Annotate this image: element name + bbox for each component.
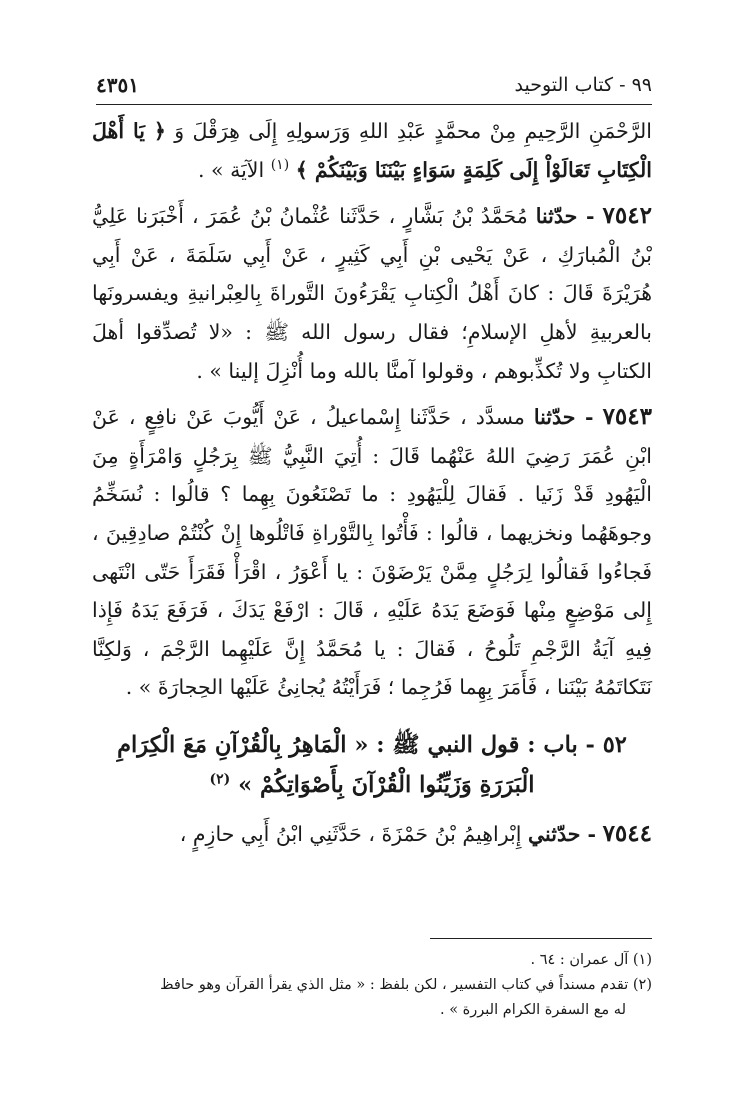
hadith-number: ٧٥٤٣ bbox=[602, 403, 652, 431]
hadith-text: مسدَّد ، حَدَّثَنا إِسْماعيلُ ، عَنْ أَيُّوبَ عَنْ نافِعٍ ، عَنْ ابْنِ عُمَرَ رَضِيَ اللهُ عَنْهُما قَالَ : أُتِيَ النَّبِيُّ ﷺ بِرَجُلٍ وَامْرَأَةٍ مِنَ الْيَهُودِ قَدْ زَنَيا . فَقالَ لِلْيَهُودِ : ما تَصْنَعُونَ بِهِما ؟ قالُوا : نُسَخِّمُ وجوهَهُما ونخزيهما ، قالُوا : فَأْتُوا بِالتَّوْراةِ فَاتْلُوها إِنْ كُنْتُمْ صادِقِينَ ، فَجاءُوا فَقالُوا لِرَجُلٍ مِمَّنْ يَرْضَوْنَ : يا أَعْوَرُ ، اقْرَأْ فَقَرَأَ حَتّى انْتَهى إِلى مَوْضِعٍ مِنْها فَوَضَعَ يَدَهُ عَلَيْهِ ، قَالَ : ارْفَعْ يَدَكَ ، فَرَفَعَ يَدَهُ فَإِذا فِيهِ آيَةُ الرَّجْمِ تَلُوحُ ، فَقالَ : يا مُحَمَّدُ إِنَّ عَلَيْهِما الرَّجْمَ ، وَلكِنَّا نَتَكاتَمُهُ بَيْنَنا ، فَأَمَرَ بِهِما فَرُجِما ؛ فَرَأَيْتُهُ يُجانِئُ عَلَيْها الحِجارَةَ » . bbox=[92, 405, 652, 700]
hadith-lead: حدّثني bbox=[527, 821, 581, 846]
hadith-7543: ٧٥٤٣ - حدّثنا مسدَّد ، حَدَّثَنا إِسْماعيلُ ، عَنْ أَيُّوبَ عَنْ نافِعٍ ، عَنْ ابْنِ عُمَرَ رَضِيَ اللهُ عَنْهُما قَالَ : أُتِيَ النَّبِيُّ ﷺ بِرَجُلٍ وَامْرَأَةٍ مِنَ الْيَهُودِ قَدْ زَنَيا . فَقالَ لِلْيَهُودِ : ما تَصْنَعُونَ بِهِما ؟ قالُوا : نُسَخِّمُ وجوهَهُما ونخزيهما ، قالُوا : فَأْتُوا بِالتَّوْراةِ فَاتْلُوها إِنْ كُنْتُمْ صادِقِينَ ، فَجاءُوا فَقالُوا لِرَجُلٍ مِمَّنْ يَرْضَوْنَ : يا أَعْوَرُ ، اقْرَأْ فَقَرَأَ حَتّى انْتَهى إِلى مَوْضِعٍ مِنْها فَوَضَعَ يَدَهُ عَلَيْهِ ، قَالَ : ارْفَعْ يَدَكَ ، فَرَفَعَ يَدَهُ فَإِذا فِيهِ آيَةُ الرَّجْمِ تَلُوحُ ، فَقالَ : يا مُحَمَّدُ إِنَّ عَلَيْهِما الرَّجْمَ ، وَلكِنَّا نَتَكاتَمُهُ بَيْنَنا ، فَأَمَرَ بِهِما فَرُجِما ؛ فَرَأَيْتُهُ يُجانِئُ عَلَيْها الحِجارَةَ » . bbox=[92, 403, 652, 700]
page-number: ٤٣٥١ bbox=[96, 73, 139, 97]
running-title: ٩٩ - كتاب التوحيد bbox=[514, 74, 652, 96]
hadith-text: مُحَمَّدُ بْنُ بَشَّارٍ ، حَدَّثَنا عُثْمانُ بْنُ عُمَرَ ، أَخْبَرَنا عَلِيُّ بْنُ الْمُبارَكِ ، عَنْ يَحْيى بْنِ أَبِي كَثِيرٍ ، عَنْ أَبِي سَلَمَةَ ، عَنْ أَبِي هُرَيْرَةَ قَالَ : كانَ أَهْلُ الْكِتابِ يَقْرَءُونَ التَّوراةَ بِالعِبْرانيةِ ويفسرونَها بالعربيةِ لأهلِ الإسلامِ؛ فقال رسول الله ﷺ : «لا تُصدِّقوا أهلَ الكتابِ ولا تُكذِّبوهم ، وقولوا آمنَّا بالله وما أُنْزِلَ إلينا » . bbox=[92, 204, 652, 383]
paragraph-text: الرَّحْمَنِ الرَّحِيمِ مِنْ محمَّدٍ عَبْدِ اللهِ وَرَسولِهِ إِلَى هِرَقْلَ وَ bbox=[165, 119, 652, 143]
quran-quote: ﴿ يَا أَهْلَ الْكِتَابِ تَعَالَوْاْ إِلَى كَلِمَةٍ سَوَاءٍ بَيْنَنَا وَبَيْنَكُمْ ﴾ bbox=[92, 119, 652, 182]
continuation-paragraph bbox=[92, 112, 652, 189]
paragraph-tail: الآيَة » . bbox=[197, 157, 271, 182]
hadith-7542: ٧٥٤٢ - حدّثنا مُحَمَّدُ بْنُ بَشَّارٍ ، حَدَّثَنا عُثْمانُ بْنُ عُمَرَ ، أَخْبَرَنا عَلِيُّ بْنُ الْمُبارَكِ ، عَنْ يَحْيى بْنِ أَبِي كَثِيرٍ ، عَنْ أَبِي سَلَمَةَ ، عَنْ أَبِي هُرَيْرَةَ قَالَ : كانَ أَهْلُ الْكِتابِ يَقْرَءُونَ التَّوراةَ بِالعِبْرانيةِ ويفسرونَها بالعربيةِ لأهلِ الإسلامِ؛ فقال رسول الله ﷺ : «لا تُصدِّقوا أهلَ الكتابِ ولا تُكذِّبوهم ، وقولوا آمنَّا بالله وما أُنْزِلَ إلينا » . bbox=[92, 202, 652, 383]
hadith-text: إِبْراهِيمُ بْنُ حَمْزَةَ ، حَدَّثَنِي ابْنُ أَبِي حازِمٍ ، bbox=[179, 821, 528, 846]
main-text bbox=[92, 112, 652, 854]
chapter-title-line-2: الْبَرَرَةِ وَزَيِّنُوا الْقُرْآنَ بِأَصْوَاتِكُمْ » bbox=[238, 771, 535, 798]
hadith-lead: حدّثنا bbox=[535, 204, 578, 229]
footnote-ref: (١) bbox=[270, 156, 290, 173]
hadith-number: ٧٥٤٢ bbox=[602, 202, 652, 230]
footnote-1: (١) آل عمران : ٦٤ . bbox=[530, 952, 652, 968]
chapter-title-line-1: ٥٢ - باب : قول النبي ﷺ : « الْمَاهِرُ بِالْقُرْآنِ مَعَ الْكِرَامِ bbox=[117, 731, 627, 758]
hadith-number: ٧٥٤٤ bbox=[602, 819, 652, 847]
footnote-2-continuation: له مع السفرة الكرام البررة » . bbox=[439, 1002, 626, 1018]
footnotes bbox=[92, 948, 652, 1023]
hadith-7544: ٧٥٤٤ - حدّثني إِبْراهِيمُ بْنُ حَمْزَةَ ، حَدَّثَنِي ابْنُ أَبِي حازِمٍ ، bbox=[179, 819, 652, 847]
chapter-heading bbox=[92, 725, 652, 805]
header-rule bbox=[96, 104, 652, 105]
footnote-2: (٢) تقدم مسنداً في كتاب التفسير ، لكن بلفظ : « مثل الذي يقرأ القرآن وهو حافظ bbox=[160, 977, 652, 993]
footnote-rule bbox=[430, 938, 652, 939]
hadith-lead: حدّثنا bbox=[533, 405, 576, 430]
footnote-ref: (٢) bbox=[209, 771, 231, 788]
page-header bbox=[96, 68, 652, 102]
